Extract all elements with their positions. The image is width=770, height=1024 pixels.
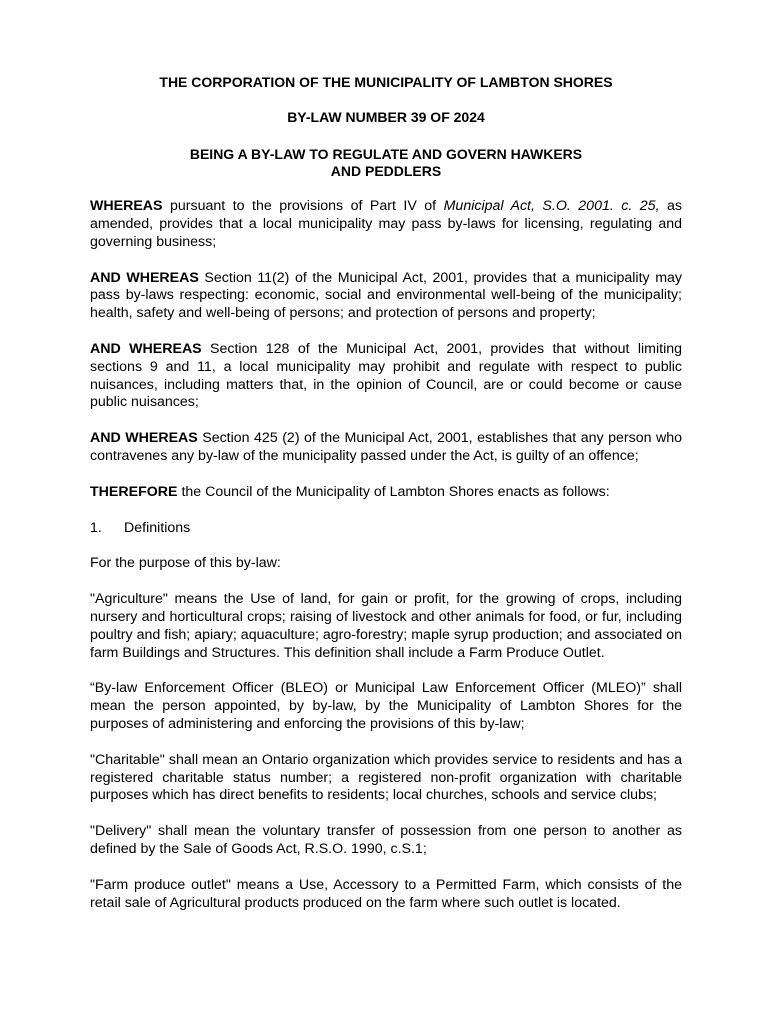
recital-1-text-b: as amended, provides that a local municipality may pass by-laws for licensing, regulating and governing business; <box>90 198 682 250</box>
recital-2 <box>90 270 682 323</box>
recital-3-text: Section 128 of the Municipal Act, 2001, provides that without limiting sections 9 and 11, a local municipality may prohibit and regulate with respect to public nuisances, including matters that, in the opinion of Council, are or could become or cause public nuisances; <box>90 340 682 411</box>
definition-delivery: "Delivery" shall mean the voluntary transfer of possession from one person to another as defined by the Sale of Goods Act, R.S.O. 1990, c.S.1; <box>90 823 682 857</box>
recital-4-lead: AND WHEREAS <box>90 430 198 447</box>
recital-4 <box>90 430 682 466</box>
bylaw-number: BY-LAW NUMBER 39 OF 2024 <box>287 108 485 125</box>
recital-3 <box>90 341 682 412</box>
document-title: THE CORPORATION OF THE MUNICIPALITY OF LAMBTON SHORES <box>159 74 613 90</box>
recital-2-lead: AND WHEREAS <box>90 269 199 286</box>
recital-1-lead: WHEREAS <box>90 198 163 215</box>
definition-agriculture: "Agriculture" means the Use of land, for gain or profit, for the growing of crops, including nursery and horticultural crops; raising of livestock and other animals for food, or fur, including poultry and fish; apiary; aquaculture; agro-forestry; maple syrup production; and associated on farm Buildings and Structures. This definition shall include a Farm Produce Outlet. <box>90 591 682 661</box>
enacting-clause <box>90 484 682 502</box>
bylaw-subject-line-1: BEING A BY-LAW TO REGULATE AND GOVERN HAWKERS <box>189 145 583 162</box>
recital-2-text: Section 11(2) of the Municipal Act, 2001, provides that a municipality may pass by-laws respecting: economic, social and environmental well-being of the municipality; health, safety and well-being of persons; and protection of persons and property; <box>90 269 682 322</box>
bylaw-subject <box>90 146 682 182</box>
recital-1 <box>90 198 682 251</box>
section-1-number: 1. <box>90 519 102 536</box>
enacting-clause-text: the Council of the Municipality of Lambton Shores enacts as follows: <box>177 483 610 500</box>
document-body <box>90 74 682 930</box>
recital-1-act-citation: Municipal Act, S.O. 2001. c. 25, <box>443 198 660 215</box>
definition-farm-produce-outlet: "Farm produce outlet" means a Use, Accessory to a Permitted Farm, which consists of the retail sale of Agricultural products produced on the farm where such outlet is located. <box>90 876 682 911</box>
definitions-intro: For the purpose of this by-law: <box>90 555 281 572</box>
section-1-heading <box>90 520 682 538</box>
bylaw-subject-line-2: AND PEDDLERS <box>330 163 442 180</box>
enacting-clause-lead: THEREFORE <box>90 483 178 500</box>
definition-bleo: “By-law Enforcement Officer (BLEO) or Municipal Law Enforcement Officer (MLEO)” shall mean the person appointed, by by-law, by the Municipality of Lambton Shores for the purposes of administering and enforcing the provisions of this by-law; <box>90 680 682 732</box>
recital-3-lead: AND WHEREAS <box>90 340 202 357</box>
recital-4-text: Section 425 (2) of the Municipal Act, 2001, establishes that any person who contravenes any by-law of the municipality passed under the Act, is guilty of an offence; <box>90 430 682 464</box>
section-1-title: Definitions <box>124 519 191 536</box>
recital-1-text-a: pursuant to the provisions of Part IV of <box>162 198 444 215</box>
definition-charitable: "Charitable" shall mean an Ontario organization which provides service to residents and has a registered charitable status number; a registered non-profit organization with charitable purposes which has direct benefits to residents; local churches, schools and service clubs; <box>90 751 682 804</box>
